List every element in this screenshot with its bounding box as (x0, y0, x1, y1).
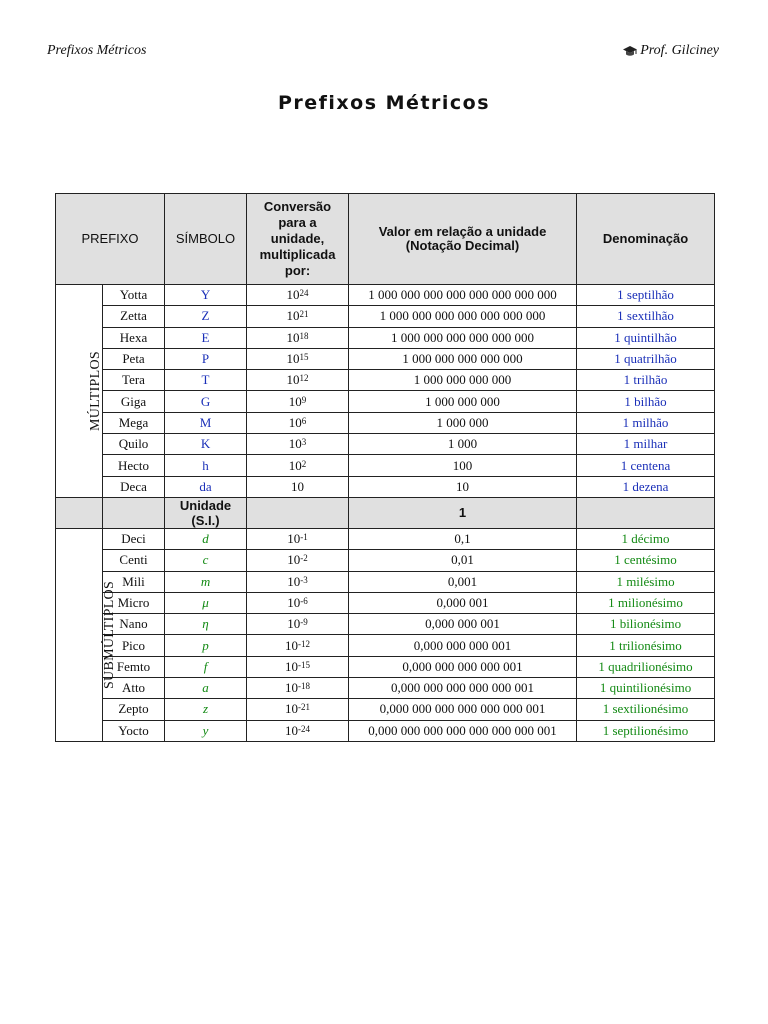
prefix-symbol: m (165, 571, 247, 592)
unit-empty-cell (577, 497, 715, 528)
prefix-denomination: 1 septilhão (577, 285, 715, 306)
power-base: 10 (287, 595, 301, 610)
prefix-name: Deci (103, 528, 165, 549)
prefix-denomination: 1 décimo (577, 528, 715, 549)
power-base: 10 (287, 616, 301, 632)
prefix-decimal-value: 0,000 000 000 000 000 000 000 001 (349, 720, 577, 741)
prefix-name: Nano (103, 614, 165, 635)
power-exponent: 2 (301, 458, 307, 469)
power-base: 10 (286, 329, 300, 345)
power-exponent: 3 (301, 437, 307, 448)
prefix-symbol: Z (165, 306, 247, 327)
prefix-decimal-value: 1 000 000 000 000 000 000 000 (349, 306, 577, 327)
prefix-denomination: 1 bilhão (577, 391, 715, 412)
prefix-name: Atto (103, 678, 165, 699)
group-label-text: SUBMÚLTIPLOS (102, 581, 118, 690)
power-base: 10 (285, 658, 299, 674)
prefix-conversion (247, 370, 349, 391)
prefix-symbol: c (165, 550, 247, 571)
power-exponent: -2 (300, 553, 308, 564)
prefix-conversion (247, 678, 349, 699)
prefix-conversion (247, 327, 349, 348)
header-left-title: Prefixos Métricos (47, 43, 147, 58)
table-row (56, 434, 715, 455)
prefix-denomination: 1 trilhão (577, 370, 715, 391)
power-base: 10 (285, 722, 299, 738)
group-label-submultiplos (56, 528, 118, 741)
table-row (56, 550, 715, 571)
prefix-name: Yotta (103, 285, 165, 306)
prefix-decimal-value: 1 000 000 (349, 412, 577, 433)
prefix-symbol: d (165, 528, 247, 549)
prefix-denomination: 1 milhão (577, 412, 715, 433)
prefix-denomination: 1 sextilionésimo (577, 699, 715, 720)
table-row (56, 571, 715, 592)
group-label-multiplos (56, 285, 103, 498)
power-base: 10 (285, 637, 299, 653)
power-exponent: 18 (299, 330, 309, 341)
prefix-name: Deca (103, 476, 165, 497)
prefix-name: Quilo (103, 434, 165, 455)
power-exponent: -18 (298, 681, 311, 692)
prefix-decimal-value: 1 000 (349, 434, 577, 455)
prefix-name: Zetta (103, 306, 165, 327)
unit-label-line1: Unidade (179, 497, 232, 513)
col-valor-line2: (Notação Decimal) (405, 238, 520, 253)
header-author: Prof. Gilciney (640, 43, 719, 58)
prefix-name: Giga (103, 391, 165, 412)
prefix-conversion (247, 285, 349, 306)
power-exponent: 6 (301, 415, 307, 426)
power-base: 10 (287, 552, 301, 568)
prefix-denomination: 1 quintilionésimo (577, 678, 715, 699)
prefix-name: Mili (103, 571, 165, 592)
prefix-symbol: da (165, 476, 247, 497)
prefix-symbol: E (165, 327, 247, 348)
prefix-name: Peta (103, 348, 165, 369)
prefix-decimal-value: 1 000 000 000 000 (349, 370, 577, 391)
table-row (56, 720, 715, 741)
prefix-conversion (247, 476, 349, 497)
prefix-decimal-value: 1 000 000 000 000 000 000 (349, 327, 577, 348)
unit-label (165, 497, 247, 528)
unit-empty-cell (56, 497, 103, 528)
prefix-decimal-value: 0,000 000 000 000 000 001 (349, 678, 577, 699)
prefix-decimal-value: 0,000 000 000 001 (349, 635, 577, 656)
prefix-denomination: 1 centena (577, 455, 715, 476)
prefix-conversion (247, 412, 349, 433)
prefix-decimal-value: 1 000 000 000 (349, 391, 577, 412)
col-valor-line1: Valor em relação a unidade (378, 224, 547, 239)
prefix-decimal-value: 0,000 001 (349, 592, 577, 613)
table-row (56, 592, 715, 613)
power-base: 10 (288, 457, 302, 473)
power-base: 10 (287, 531, 301, 547)
prefix-symbol: f (165, 656, 247, 677)
table-row (56, 391, 715, 412)
prefix-name: Hecto (103, 455, 165, 476)
prefix-denomination: 1 milhar (577, 434, 715, 455)
prefix-conversion (247, 550, 349, 571)
table-row (56, 348, 715, 369)
unit-row (56, 497, 715, 528)
prefix-conversion (247, 455, 349, 476)
prefix-conversion (247, 635, 349, 656)
prefix-name: Femto (103, 656, 165, 677)
prefix-conversion (247, 571, 349, 592)
prefix-decimal-value: 0,000 000 001 (349, 614, 577, 635)
prefix-name: Tera (103, 370, 165, 391)
prefix-name: Zepto (103, 699, 165, 720)
power-exponent: 9 (301, 394, 307, 405)
prefix-symbol: P (165, 348, 247, 369)
prefix-denomination: 1 quatrilhão (577, 348, 715, 369)
table-row (56, 656, 715, 677)
header-right (623, 43, 719, 59)
prefix-symbol: Y (165, 285, 247, 306)
prefix-decimal-value: 100 (349, 455, 577, 476)
table-row (56, 455, 715, 476)
power-exponent: -1 (300, 532, 308, 543)
prefix-name: Hexa (103, 327, 165, 348)
prefix-name: Mega (103, 412, 165, 433)
prefix-symbol: z (165, 699, 247, 720)
prefix-denomination: 1 septilionésimo (577, 720, 715, 741)
prefix-decimal-value: 0,000 000 000 000 000 000 001 (349, 699, 577, 720)
power-exponent: 12 (299, 373, 309, 384)
unit-empty-cell (247, 497, 349, 528)
col-prefixo: PREFIXO (56, 194, 165, 285)
prefix-name: Pico (103, 635, 165, 656)
prefix-symbol: M (165, 412, 247, 433)
power-base: 10 (287, 573, 301, 589)
prefix-symbol: μ (165, 592, 247, 613)
col-denominacao: Denominação (577, 194, 715, 285)
prefix-denomination: 1 quadrilionésimo (577, 656, 715, 677)
power-exponent: 21 (299, 309, 309, 320)
power-exponent: -15 (298, 659, 311, 670)
prefix-denomination: 1 centésimo (577, 550, 715, 571)
table-row (56, 306, 715, 327)
prefix-conversion (247, 306, 349, 327)
page-title: Prefixos Métricos (277, 92, 491, 114)
prefix-denomination: 1 quintilhão (577, 327, 715, 348)
table-row (56, 635, 715, 656)
prefix-symbol: h (165, 455, 247, 476)
prefix-symbol: T (165, 370, 247, 391)
prefix-denomination: 1 bilionésimo (577, 614, 715, 635)
power-exponent: -6 (300, 596, 308, 606)
power-exponent: 15 (299, 352, 309, 363)
table-row (56, 370, 715, 391)
table-row (56, 285, 715, 306)
prefix-denomination: 1 dezena (577, 476, 715, 497)
prefix-conversion (247, 720, 349, 741)
prefix-table (55, 193, 715, 742)
unit-label-line2: (S.I.) (191, 512, 220, 528)
prefix-decimal-value: 0,001 (349, 571, 577, 592)
graduation-cap-icon (623, 45, 637, 57)
col-simbolo: SÍMBOLO (165, 194, 247, 285)
prefix-conversion (247, 614, 349, 635)
prefix-conversion (247, 434, 349, 455)
prefix-conversion (247, 528, 349, 549)
power-exponent: -12 (298, 638, 311, 649)
prefix-conversion (247, 656, 349, 677)
power-exponent: -3 (300, 574, 308, 585)
table-header-row (56, 194, 715, 285)
prefix-denomination: 1 sextilhão (577, 306, 715, 327)
power-base: 10 (288, 436, 302, 452)
table-row (56, 412, 715, 433)
prefix-conversion (247, 699, 349, 720)
prefix-symbol: y (165, 720, 247, 741)
prefix-conversion (247, 592, 349, 613)
col-conversao: Conversão para a unidade, multiplicada por: (247, 194, 349, 285)
unit-empty-cell (103, 497, 165, 528)
power-exponent: -9 (300, 617, 308, 628)
prefix-name: Yocto (103, 720, 165, 741)
prefix-name: Micro (103, 592, 165, 613)
table-row (56, 678, 715, 699)
col-valor (349, 194, 577, 285)
prefix-symbol: a (165, 678, 247, 699)
power-base: 10 (285, 680, 299, 696)
prefix-symbol: p (165, 635, 247, 656)
power-exponent: -21 (298, 702, 311, 713)
prefix-conversion (247, 391, 349, 412)
power-base: 10 (291, 478, 305, 494)
prefix-decimal-value: 1 000 000 000 000 000 000 000 000 (349, 285, 577, 306)
prefix-conversion (247, 348, 349, 369)
power-base: 10 (286, 372, 300, 388)
table-row (56, 614, 715, 635)
table-row (56, 327, 715, 348)
power-base: 10 (288, 414, 302, 430)
prefix-denomination: 1 milésimo (577, 571, 715, 592)
power-base: 10 (286, 351, 300, 367)
prefix-symbol: G (165, 391, 247, 412)
power-exponent: 24 (299, 288, 309, 299)
prefix-decimal-value: 0,000 000 000 000 001 (349, 656, 577, 677)
power-base: 10 (286, 287, 300, 303)
prefix-denomination: 1 trilionésimo (577, 635, 715, 656)
prefix-denomination: 1 milionésimo (577, 592, 715, 613)
power-base: 10 (285, 701, 299, 717)
prefix-decimal-value: 1 000 000 000 000 000 (349, 348, 577, 369)
prefix-symbol: K (165, 434, 247, 455)
prefix-decimal-value: 0,1 (349, 528, 577, 549)
prefix-decimal-value: 0,01 (349, 550, 577, 571)
table-row (56, 528, 715, 549)
unit-value: 1 (349, 497, 577, 528)
group-label-text: MÚLTIPLOS (87, 351, 103, 432)
table-row (56, 699, 715, 720)
power-exponent: -24 (298, 723, 311, 734)
power-base: 10 (286, 308, 300, 324)
prefix-symbol: η (165, 614, 247, 635)
prefix-name: Centi (103, 550, 165, 571)
power-base: 10 (288, 393, 302, 409)
table-row (56, 476, 715, 497)
prefix-decimal-value: 10 (349, 476, 577, 497)
